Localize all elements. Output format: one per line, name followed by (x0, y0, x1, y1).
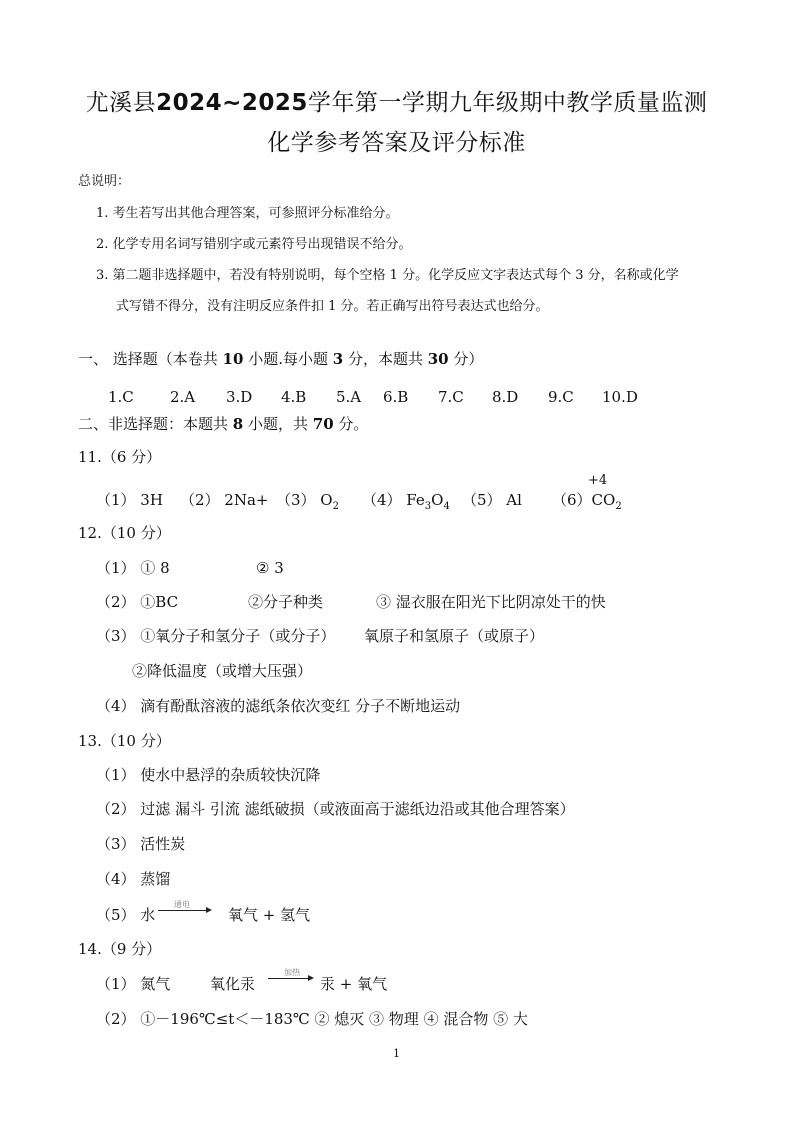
mc-answer: 8.D (492, 388, 519, 406)
note-item-2: 2. 化学专用名词写错别字或元素符号出现错误不给分。 (96, 237, 412, 252)
q11-p4-sub1: 3 (424, 501, 432, 512)
q11-p3-text: （3） O (276, 491, 333, 509)
section2-total: 70 (312, 415, 334, 433)
q12-r2b: ②分子种类 (248, 593, 324, 611)
section1-heading-text: 分，本题共 (343, 350, 428, 368)
section1-heading-text: 小题.每小题 (243, 350, 333, 368)
q11-p6 (552, 491, 622, 516)
q14-r1-mid: 氧化汞 (210, 975, 256, 993)
q12-r2c: ③ 湿衣服在阳光下比阴凉处干的快 (376, 593, 606, 611)
q13-r5-left: （5） 水 (96, 906, 156, 924)
section2-count: 8 (232, 415, 244, 433)
q11-p3 (276, 491, 339, 516)
q11-p2: （2） 2Na+ (180, 491, 269, 509)
q11-p6-sub: 2 (615, 501, 622, 512)
q12-header: 12.（10 分） (78, 524, 171, 542)
q13-r5-condition: 通电 (174, 900, 190, 909)
mc-answer: 10.D (602, 388, 638, 406)
page-title-line2: 化学参考答案及评分标准 (267, 130, 526, 156)
q12-r3c: ②降低温度（或增大压强） (132, 662, 313, 680)
note-item-3-cont: 式写错不得分，没有注明反应条件扣 1 分。若正确写出符号表达式也给分。 (116, 299, 549, 314)
section1-heading (78, 350, 483, 368)
page-title-line1 (0, 84, 793, 117)
q12-r2a: （2） ①BC (96, 593, 179, 611)
q13-header: 13.（10 分） (78, 732, 171, 750)
q14-r2: （2） ①－196℃≤t＜－183℃ ② 熄灭 ③ 物理 ④ 混合物 ⑤ 大 (96, 1010, 528, 1028)
mc-answer: 6.B (383, 388, 409, 406)
section1-count: 10 (222, 350, 244, 368)
reaction-arrow-icon (268, 978, 312, 979)
section2-heading-text: 分。 (333, 415, 369, 433)
mc-answer: 1.C (108, 388, 134, 406)
q11-p4-sub2: 4 (443, 501, 450, 512)
reaction-arrow-icon (158, 910, 210, 911)
q11-header: 11.（6 分） (78, 448, 162, 466)
title-exam: 学年第一学期九年级期中教学质量监测 (307, 90, 708, 116)
q11-p3-sub: 2 (332, 501, 339, 512)
q12-r3a: （3） ①氧分子和氢分子（或分子） (96, 627, 336, 645)
section1-points-each: 3 (332, 350, 344, 368)
section2-heading-text: 小题，共 (243, 415, 313, 433)
section2-heading-text: 二、非选择题：本题共 (78, 415, 233, 433)
q14-r1-left: （1） 氮气 (96, 975, 171, 993)
q11-p4 (362, 491, 450, 516)
q13-r2: （2） 过滤 漏斗 引流 滤纸破损（或液面高于滤纸边沿或其他合理答案） (96, 800, 575, 818)
q14-header: 14.（9 分） (78, 940, 162, 958)
q14-r1-right: 汞 + 氧气 (320, 975, 388, 993)
note-item-3: 3. 第二题非选择题中，若没有特别说明，每个空格 1 分。化学反应文字表达式每个 3 分，名称或化学 (96, 268, 679, 283)
section1-heading-text: 一、 选择题（本卷共 (78, 350, 223, 368)
mc-answer: 7.C (438, 388, 464, 406)
mc-answer: 2.A (170, 388, 196, 406)
q13-r3: （3） 活性炭 (96, 835, 186, 853)
q12-r1a: （1） ① 8 (96, 559, 170, 577)
q12-r1b: ② 3 (256, 559, 284, 577)
q13-r1: （1） 使水中悬浮的杂质较快沉降 (96, 766, 321, 784)
q13-r5-right: 氧气 + 氢气 (228, 906, 311, 924)
q11-valence: +4 (588, 473, 608, 488)
page-number: 1 (393, 1047, 400, 1060)
section1-heading-text: 分） (448, 350, 484, 368)
q11-p5: （5） Al (462, 491, 522, 509)
title-year: 2024~2025 (156, 90, 308, 116)
q11-p4-mid: O (431, 491, 444, 509)
q14-r1-condition: 加热 (284, 968, 300, 977)
q12-r3b: 氧原子和氢原子（或原子） (364, 627, 545, 645)
section2-heading (78, 415, 368, 433)
mc-answer: 5.A (336, 388, 362, 406)
mc-answer: 3.D (226, 388, 253, 406)
title-county: 尤溪县 (85, 90, 157, 116)
mc-answer: 9.C (548, 388, 574, 406)
mc-answer: 4.B (281, 388, 307, 406)
notes-heading: 总说明： (78, 174, 131, 189)
section1-total: 30 (427, 350, 449, 368)
note-item-1: 1. 考生若写出其他合理答案，可参照评分标准给分。 (96, 206, 399, 221)
q12-r4: （4） 滴有酚酞溶液的滤纸条依次变红 分子不断地运动 (96, 697, 461, 715)
q11-p1: （1） 3H (96, 491, 163, 509)
q11-p4-text: （4） Fe (362, 491, 425, 509)
q11-p6-text: （6）CO (552, 491, 616, 509)
q13-r4: （4） 蒸馏 (96, 870, 171, 888)
